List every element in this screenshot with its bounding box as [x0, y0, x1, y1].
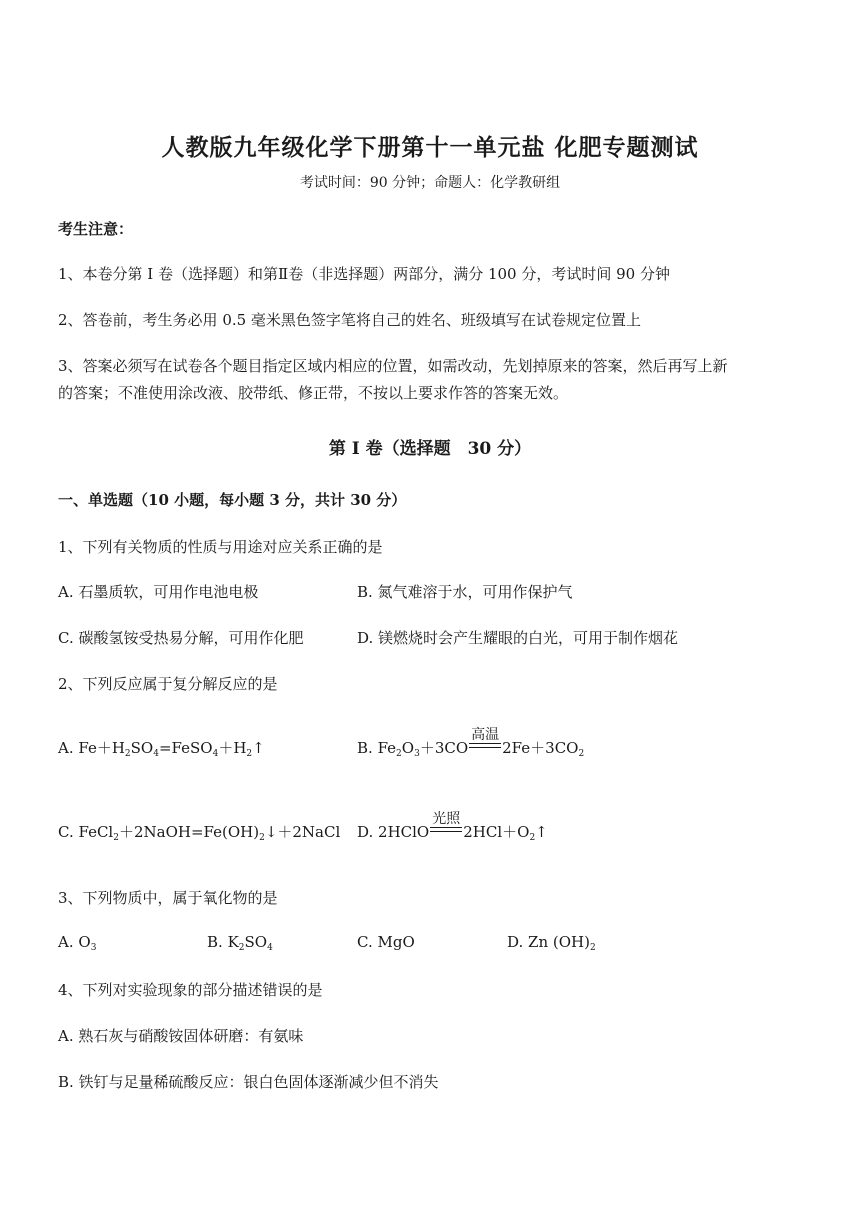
q4-option-a[interactable]: A. 熟石灰与硝酸铵固体研磨：有氨味 — [58, 1027, 304, 1045]
formula-part: ＋2NaOH=Fe(OH) — [118, 823, 260, 841]
formula-part: =FeSO — [158, 739, 213, 757]
q2-option-a[interactable] — [58, 737, 265, 758]
subscript: 4 — [212, 749, 219, 759]
q3-stem: 3、下列物质中，属于氧化物的是 — [58, 889, 278, 907]
formula-part: MgO — [377, 933, 415, 951]
q3-option-a[interactable] — [58, 933, 96, 951]
subscript: 2 — [113, 833, 119, 843]
formula-part: ↓＋2NaCl — [264, 823, 341, 841]
option-label: A. — [58, 739, 79, 757]
q2-option-d[interactable] — [357, 811, 548, 843]
formula-part: 2HCl＋O — [463, 823, 530, 841]
formula-part: SO — [244, 933, 268, 951]
q3-option-d[interactable] — [507, 933, 596, 951]
q4-option-b[interactable]: B. 铁钉与足量稀硫酸反应：银白色固体逐渐减少但不消失 — [58, 1073, 439, 1091]
notice-heading: 考生注意： — [58, 220, 134, 238]
double-line-icon — [430, 827, 462, 832]
exam-title: 人教版九年级化学下册第十一单元盐 化肥专题测试 — [161, 134, 699, 161]
option-label: B. — [207, 933, 228, 951]
subscript: 4 — [267, 943, 273, 953]
option-label: C. — [58, 823, 79, 841]
q1-option-b[interactable]: B. 氮气难溶于水，可用作保护气 — [357, 583, 573, 601]
subscript: 2 — [396, 749, 402, 759]
reaction-condition-label: 高温 — [471, 727, 500, 743]
formula-part: ＋3CO — [419, 739, 469, 757]
notice-item-2: 2、答卷前，考生务必用 0.5 毫米黑色签字笔将自己的姓名、班级填写在试卷规定位置上 — [58, 311, 641, 329]
formula-part: SO — [130, 739, 154, 757]
q2-stem: 2、下列反应属于复分解反应的是 — [58, 675, 278, 693]
subscript: 2 — [238, 943, 245, 953]
gas-arrow: ↑ — [535, 823, 548, 841]
option-label: A. — [58, 933, 79, 951]
subscript: 3 — [414, 749, 420, 759]
q2-option-c[interactable] — [58, 821, 340, 842]
formula-part: Zn (OH) — [528, 933, 590, 951]
subscript: 2 — [124, 749, 131, 759]
option-label: C. — [357, 933, 378, 951]
formula-part: Fe＋H — [78, 739, 125, 757]
option-label: D. — [357, 823, 379, 841]
q1-stem: 1、下列有关物质的性质与用途对应关系正确的是 — [58, 538, 383, 556]
exam-subtitle: 考试时间：90 分钟；命题人：化学教研组 — [299, 175, 561, 191]
reaction-condition-equals — [469, 727, 501, 751]
subscript: 2 — [578, 749, 585, 759]
subscript: 2 — [259, 833, 265, 843]
formula-part: K — [227, 933, 239, 951]
q3-option-b[interactable] — [207, 933, 273, 951]
formula-part: Fe — [377, 739, 397, 757]
reaction-condition-label: 光照 — [432, 811, 461, 827]
subscript: 2 — [529, 833, 536, 843]
q1-option-a[interactable]: A. 石墨质软，可用作电池电极 — [58, 583, 259, 601]
q1-option-d[interactable]: D. 镁燃烧时会产生耀眼的白光，可用于制作烟花 — [357, 629, 679, 647]
part-heading: 一、单选题（10 小题，每小题 3 分，共计 30 分） — [58, 491, 407, 509]
subscript: 4 — [153, 749, 159, 759]
notice-item-1: 1、本卷分第 I 卷（选择题）和第Ⅱ卷（非选择题）两部分，满分 100 分，考试时间 90 分钟 — [58, 265, 670, 283]
formula-part: ＋H — [218, 739, 247, 757]
formula-part: O — [78, 933, 91, 951]
q1-option-c[interactable]: C. 碳酸氢铵受热易分解，可用作化肥 — [58, 629, 304, 647]
section-title: 第 I 卷（选择题 30 分） — [328, 439, 532, 459]
q3-option-c[interactable] — [357, 933, 415, 951]
notice-item-3-continued: 的答案；不准使用涂改液、胶带纸、修正带，不按以上要求作答的答案无效。 — [58, 384, 569, 402]
option-label: B. — [357, 739, 378, 757]
formula-part: FeCl — [78, 823, 114, 841]
subscript: 2 — [589, 943, 596, 953]
reaction-condition-equals — [430, 811, 462, 835]
notice-item-3: 3、答案必须写在试卷各个题目指定区域内相应的位置，如需改动，先划掉原来的答案，然后再写上新 — [58, 357, 728, 375]
formula-part: O — [401, 739, 415, 757]
gas-arrow: ↑ — [252, 739, 265, 757]
subscript: 2 — [246, 749, 253, 759]
subscript: 3 — [90, 943, 97, 953]
option-label: D. — [507, 933, 529, 951]
formula-part: 2HClO — [378, 823, 430, 841]
q2-option-b[interactable] — [357, 727, 585, 759]
formula-part: 2Fe＋3CO — [502, 739, 579, 757]
double-line-icon — [469, 743, 501, 748]
q4-stem: 4、下列对实验现象的部分描述错误的是 — [58, 981, 323, 999]
